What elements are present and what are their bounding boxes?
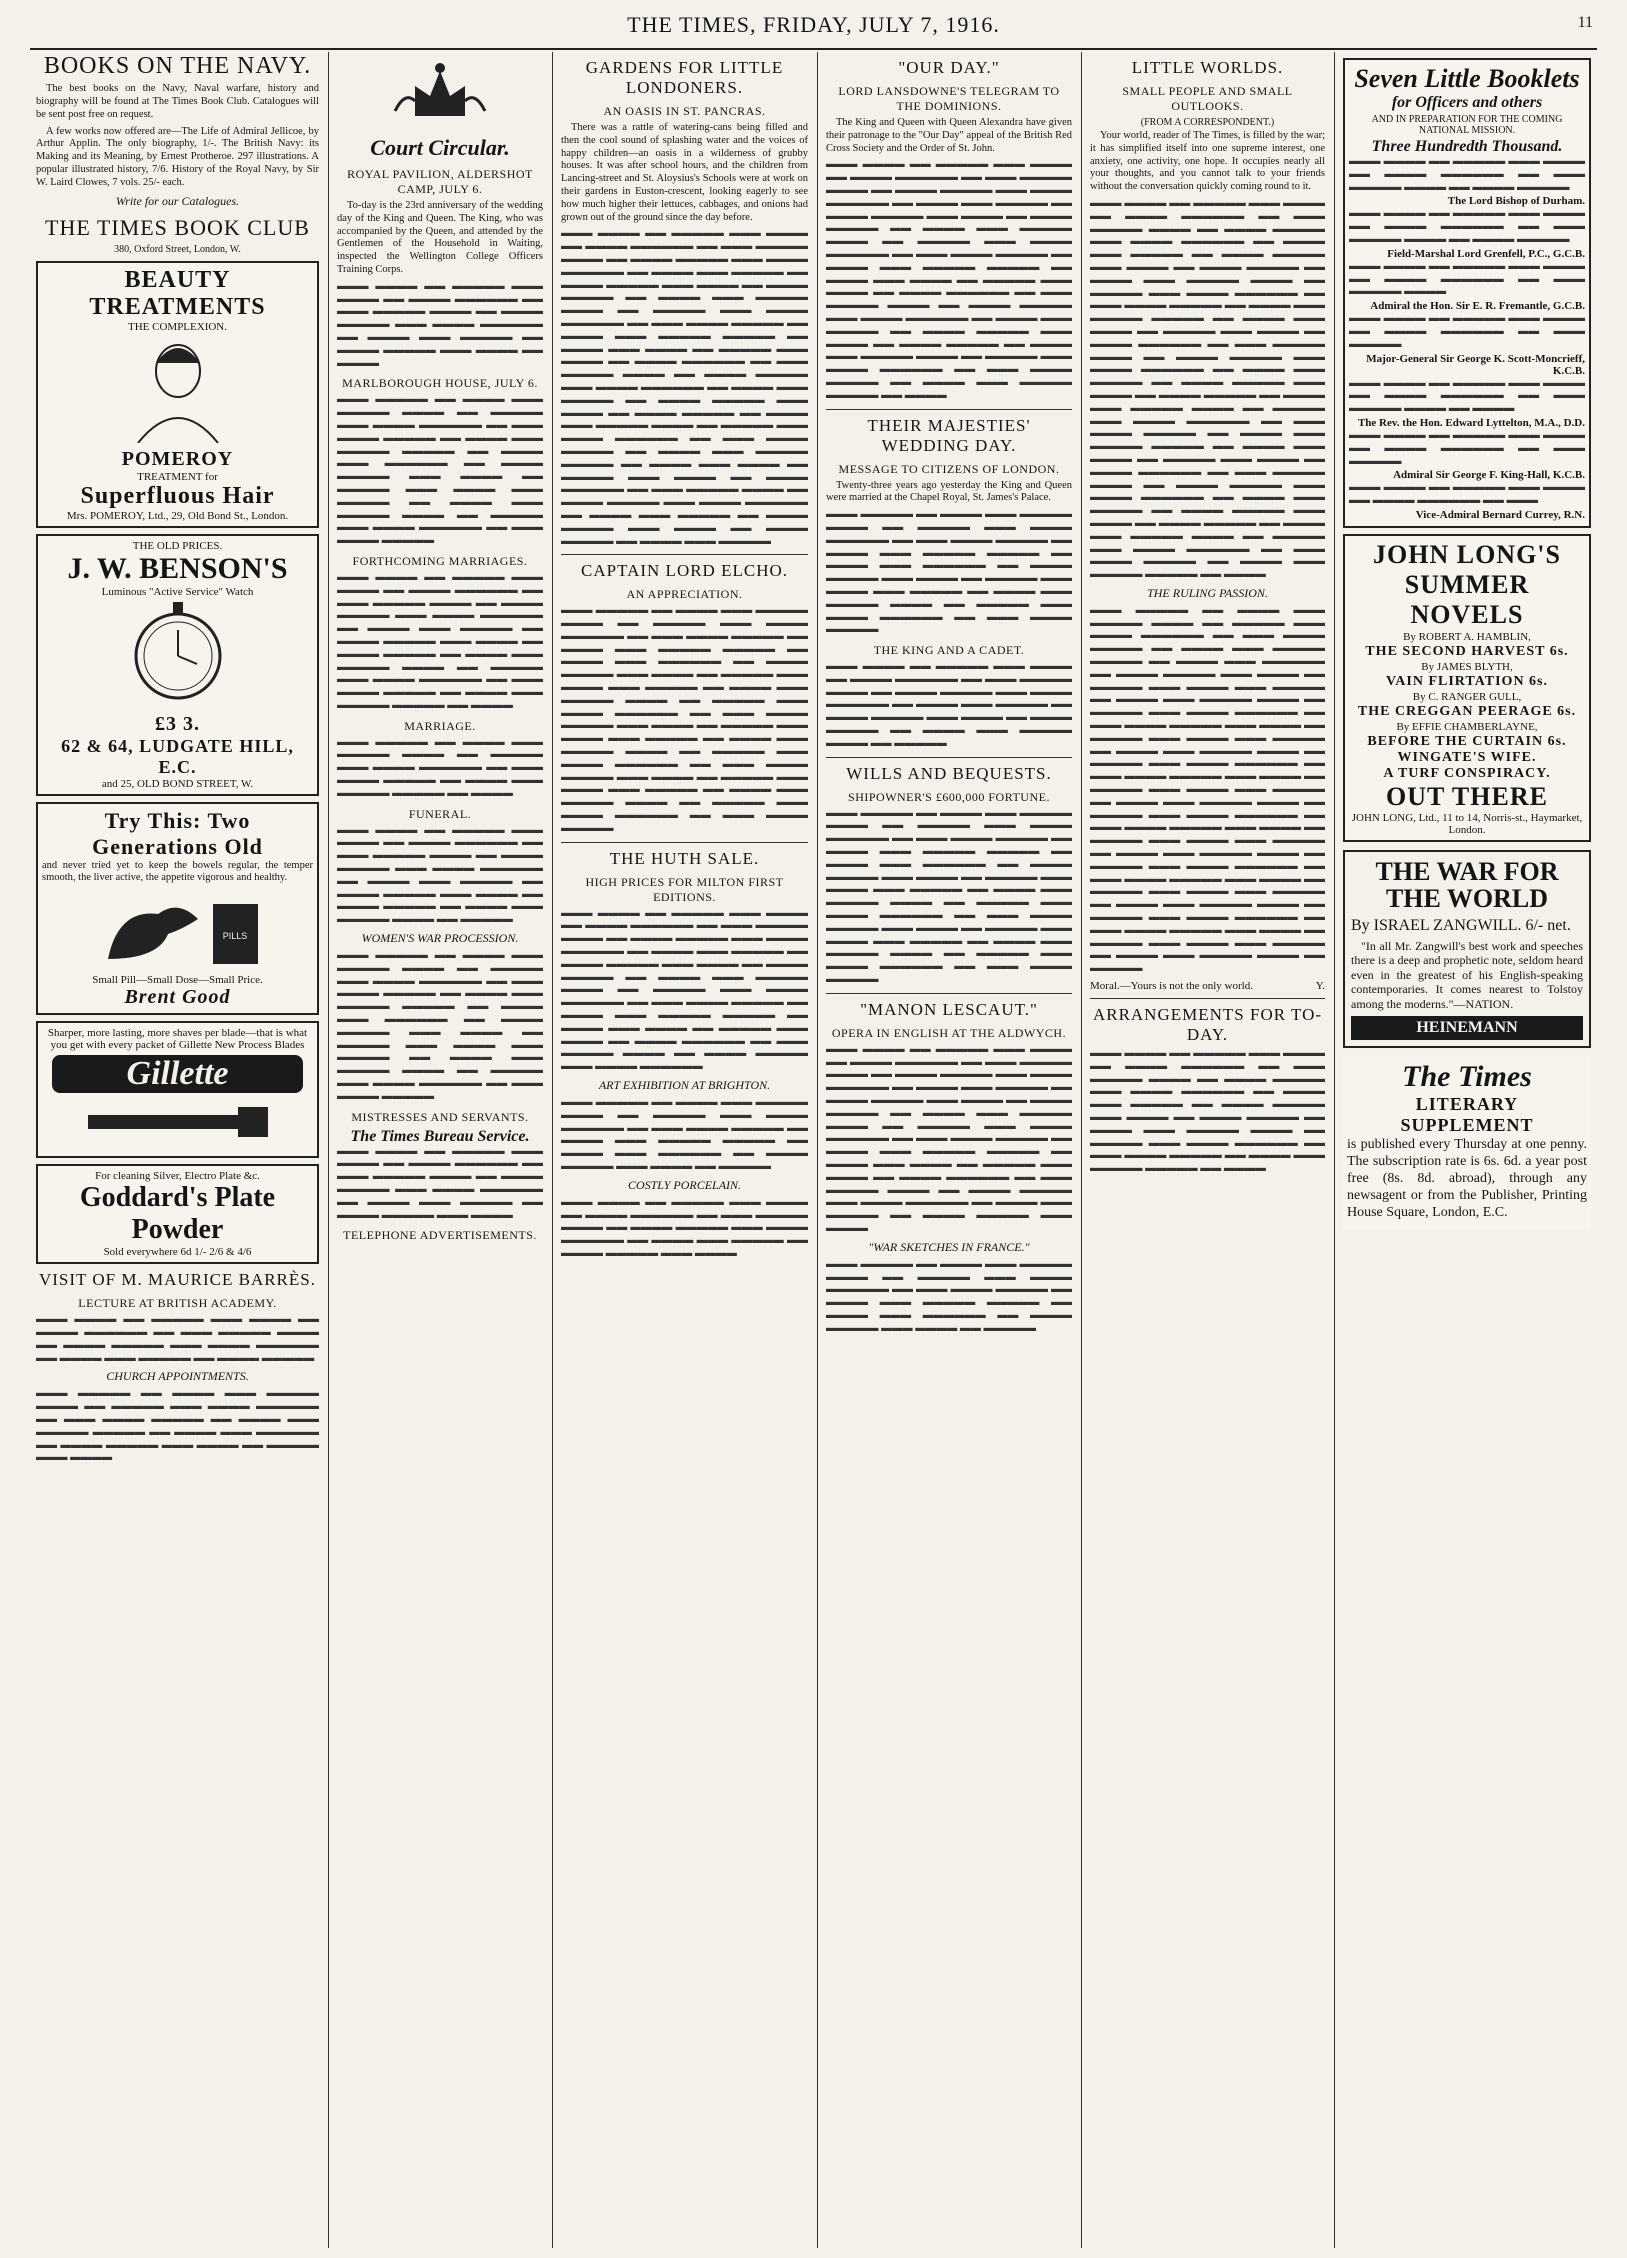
huth-sub: HIGH PRICES FOR MILTON FIRST EDITIONS. — [585, 874, 784, 904]
novel-author: By ROBERT A. HAMBLIN, — [1403, 630, 1531, 643]
court-circular-title: Court Circular. — [370, 135, 510, 160]
carters-ad — [36, 802, 319, 1016]
seven-quote-3: ▬▬▬ ▬▬▬▬ ▬▬ ▬▬▬▬▬ ▬▬▬ ▬▬▬▬ ▬▬ ▬▬▬▬ ▬▬▬▬▬▬ ▬▬ ▬▬▬ ▬▬▬▬▬ ▬▬▬▬ — [1349, 260, 1585, 298]
turf-conspiracy: A TURF CONSPIRACY. — [1383, 765, 1551, 781]
long-sub: SUMMER NOVELS — [1404, 569, 1530, 629]
carters-heading: Try This: Two Generations Old — [92, 807, 263, 859]
divider — [561, 842, 808, 843]
column-3 — [555, 52, 814, 2248]
huth-body: ▬▬▬ ▬▬▬▬ ▬▬ ▬▬▬▬▬ ▬▬▬ ▬▬▬▬ ▬▬ ▬▬▬▬ ▬▬▬▬▬▬ ▬▬ ▬▬▬ ▬▬▬▬▬ ▬▬▬▬ ▬▬ ▬▬▬▬ ▬▬▬▬▬ ▬▬▬ ▬▬▬▬ ▬▬▬▬▬▬ ▬▬ ▬▬▬▬ ▬▬▬ ▬▬▬▬▬ ▬▬ ▬▬▬▬ ▬▬▬▬▬ ▬▬▬ ▬▬▬▬ ▬▬ ▬▬▬▬ ▬▬▬▬▬ ▬▬ ▬▬▬▬ ▬▬▬ ▬▬▬▬▬ ▬▬▬▬ ▬▬ ▬▬▬▬▬ ▬▬▬ ▬▬▬▬ ▬▬▬▬▬▬ ▬▬ ▬▬▬ ▬▬▬▬ ▬▬▬▬▬ ▬▬ ▬▬▬▬ ▬▬▬ ▬▬▬▬▬ ▬▬▬▬▬ ▬▬ ▬▬▬▬ ▬▬▬ ▬▬▬▬ ▬▬ ▬▬▬▬▬ ▬▬▬ ▬▬▬▬ ▬▬ ▬▬▬▬ ▬▬▬▬▬▬ ▬▬ ▬▬▬ ▬▬▬▬▬ ▬▬▬▬ ▬▬ ▬▬▬▬ ▬▬▬▬▬ ▬▬▬ ▬▬▬▬ ▬▬▬▬▬▬ — [561, 907, 808, 1073]
column-4 — [820, 52, 1078, 2248]
endorser-6: Admiral Sir George F. King-Hall, K.C.B. — [1393, 469, 1585, 482]
seven-publication: AND IN PREPARATION FOR THE COMING NATIONAL MISSION. — [1371, 114, 1563, 136]
war-title: THE WAR FOR THE WORLD — [1375, 856, 1559, 914]
book-club-address: 380, Oxford Street, London, W. — [114, 243, 241, 255]
benson-price: £3 3. — [155, 712, 200, 735]
wedding-body: ▬▬▬ ▬▬▬▬▬ ▬▬ ▬▬▬▬ ▬▬▬ ▬▬▬▬▬ ▬▬▬▬ ▬▬ ▬▬▬▬▬ ▬▬▬ ▬▬▬▬ ▬▬▬▬▬▬ ▬▬ ▬▬▬ ▬▬▬▬ ▬▬▬▬▬ ▬▬ ▬▬▬▬ ▬▬▬ ▬▬▬▬▬ ▬▬▬▬▬ ▬▬ ▬▬▬▬ ▬▬▬ ▬▬▬▬▬▬ ▬▬ ▬▬▬▬ ▬▬▬▬▬ ▬▬▬ ▬▬▬▬ ▬▬ ▬▬▬▬▬ ▬▬▬ ▬▬▬▬ ▬▬▬ ▬▬▬▬▬ ▬▬ ▬▬▬▬ ▬▬▬ ▬▬▬▬▬ ▬▬▬▬ ▬▬ ▬▬▬▬▬ ▬▬▬ ▬▬▬▬ ▬▬▬▬▬▬ ▬▬ ▬▬▬ ▬▬▬▬ ▬▬▬▬▬ — [826, 509, 1072, 636]
worlds-correspondent: (FROM A CORRESPONDENT.) — [1140, 117, 1275, 128]
goddard-top: For cleaning Silver, Electro Plate &c. — [95, 1170, 260, 1183]
column-rule — [1334, 52, 1335, 2248]
pomeroy-sub: TREATMENT for — [137, 470, 218, 483]
pomeroy-name: POMEROY — [121, 447, 234, 470]
ruling-passion-body: ▬▬▬ ▬▬▬▬▬ ▬▬ ▬▬▬▬ ▬▬▬ ▬▬▬▬▬ ▬▬▬▬ ▬▬ ▬▬▬▬▬ ▬▬▬ ▬▬▬▬ ▬▬▬▬▬▬ ▬▬ ▬▬▬ ▬▬▬▬ ▬▬▬▬▬ ▬▬ ▬▬▬▬ ▬▬▬ ▬▬▬▬▬ ▬▬▬▬▬ ▬▬ ▬▬▬▬ ▬▬▬ ▬▬▬▬▬▬ ▬▬ ▬▬▬▬ ▬▬▬▬▬ ▬▬▬ ▬▬▬▬ ▬▬ ▬▬▬▬▬ ▬▬▬ ▬▬▬▬ ▬▬▬ ▬▬▬▬▬ ▬▬ ▬▬▬▬ ▬▬▬ ▬▬▬▬▬ ▬▬▬▬ ▬▬ ▬▬▬▬▬ ▬▬▬ ▬▬▬▬ ▬▬▬▬▬▬ ▬▬ ▬▬▬ ▬▬▬▬ ▬▬▬▬▬ ▬▬▬ ▬▬▬▬ ▬▬ ▬▬▬▬▬ ▬▬▬ ▬▬▬▬ ▬▬▬ ▬▬▬▬▬ ▬▬ ▬▬▬▬ ▬▬▬ ▬▬▬▬▬ ▬▬▬▬ ▬▬ ▬▬▬▬▬ ▬▬▬ ▬▬▬▬ ▬▬▬▬▬▬ ▬▬ ▬▬▬ ▬▬▬▬ ▬▬▬▬▬ ▬▬▬ ▬▬▬▬ ▬▬ ▬▬▬▬▬ ▬▬▬ ▬▬▬▬ ▬▬▬ ▬▬▬▬▬ ▬▬ ▬▬▬▬ ▬▬▬ ▬▬▬▬▬ ▬▬▬▬ ▬▬ ▬▬▬▬▬ ▬▬▬ ▬▬▬▬ ▬▬▬▬▬▬ ▬▬ ▬▬▬ ▬▬▬▬ ▬▬▬▬▬ ▬▬▬ ▬▬▬▬ ▬▬ ▬▬▬▬▬ ▬▬▬ ▬▬▬▬ ▬▬▬ ▬▬▬▬▬ ▬▬ ▬▬▬▬ ▬▬▬ ▬▬▬▬▬ ▬▬▬▬ ▬▬ ▬▬▬▬▬ ▬▬▬ ▬▬▬▬ ▬▬▬▬▬▬ ▬▬ ▬▬▬ ▬▬▬▬ ▬▬▬▬▬ ▬▬▬ ▬▬▬▬ ▬▬ ▬▬▬▬▬ ▬▬▬ ▬▬▬▬ ▬▬▬ ▬▬▬▬▬ ▬▬ ▬▬▬▬ ▬▬▬ ▬▬▬▬▬ ▬▬▬▬ ▬▬ ▬▬▬▬▬ ▬▬▬ ▬▬▬▬ ▬▬▬▬▬▬ ▬▬ ▬▬▬ ▬▬▬▬ ▬▬▬▬▬ ▬▬▬ ▬▬▬▬ ▬▬ ▬▬▬▬▬ ▬▬▬ ▬▬▬▬ ▬▬▬ ▬▬▬▬▬ ▬▬ ▬▬▬▬ ▬▬▬ ▬▬▬▬▬ ▬▬▬▬ ▬▬ ▬▬▬▬▬ — [1090, 604, 1325, 975]
wedding-title: THEIR MAJESTIES' WEDDING DAY. — [867, 415, 1031, 455]
endorser-7: Vice-Admiral Bernard Currey, R.N. — [1415, 508, 1585, 521]
novel-author: By JAMES BLYTH, — [1421, 660, 1513, 673]
war-quote: "In all Mr. Zangwill's best work and speeches there is a deep and prophetic note, seldom heard even in the greatest of his English-speaking contemporaries. It comes nearest to Tolstoy among the moderns."—NATION. — [1351, 938, 1583, 1012]
benson-address: 62 & 64, LUDGATE HILL, E.C. — [61, 735, 294, 777]
gillette-logo: Gillette — [52, 1055, 303, 1093]
novel-title: THE CREGGAN PEERAGE 6s. — [1357, 703, 1577, 719]
long-name: JOHN LONG'S — [1373, 539, 1561, 569]
column-2 — [331, 52, 549, 2248]
seven-quote-2: ▬▬▬ ▬▬▬▬ ▬▬ ▬▬▬▬▬ ▬▬▬ ▬▬▬▬ ▬▬ ▬▬▬▬ ▬▬▬▬▬▬ ▬▬ ▬▬▬ ▬▬▬▬▬ ▬▬▬▬ ▬▬ ▬▬▬▬ ▬▬▬▬▬ — [1349, 208, 1585, 245]
lit-sub: LITERARY SUPPLEMENT — [1400, 1093, 1534, 1135]
thousand-heading: Three Hundredth Thousand. — [1371, 138, 1563, 155]
forthcoming-heading: FORTHCOMING MARRIAGES. — [352, 553, 528, 568]
svg-text:PILLS: PILLS — [222, 931, 247, 942]
pomeroy-ad — [36, 261, 319, 528]
beauty-heading: BEAUTY TREATMENTS — [89, 266, 266, 320]
marlborough-heading: MARLBOROUGH HOUSE, JULY 6. — [342, 376, 538, 391]
barres-title: VISIT OF M. MAURICE BARRÈS. — [38, 1270, 316, 1290]
manon-body: ▬▬▬ ▬▬▬▬ ▬▬ ▬▬▬▬▬ ▬▬▬ ▬▬▬▬ ▬▬ ▬▬▬▬ ▬▬▬▬▬▬ ▬▬ ▬▬▬ ▬▬▬▬▬ ▬▬▬▬ ▬▬ ▬▬▬▬ ▬▬▬▬▬ ▬▬▬ ▬▬▬▬ ▬▬▬▬▬▬ ▬▬ ▬▬▬▬ ▬▬▬ ▬▬▬▬▬ ▬▬ ▬▬▬▬ ▬▬▬▬▬ ▬▬▬ ▬▬▬▬ ▬▬ ▬▬▬▬ ▬▬▬▬▬ ▬▬ ▬▬▬▬ ▬▬▬ ▬▬▬▬▬ ▬▬▬▬ ▬▬ ▬▬▬▬▬ ▬▬▬ ▬▬▬▬ ▬▬▬▬▬▬ ▬▬ ▬▬▬ ▬▬▬▬ ▬▬▬▬▬ ▬▬ ▬▬▬▬ ▬▬▬ ▬▬▬▬▬ ▬▬▬▬▬ ▬▬ ▬▬▬▬ ▬▬▬ ▬▬▬▬ ▬▬ ▬▬▬▬▬ ▬▬▬ ▬▬▬▬ ▬▬ ▬▬▬▬ ▬▬▬▬▬▬ ▬▬ ▬▬▬ ▬▬▬▬▬ ▬▬▬▬ ▬▬ ▬▬▬▬ ▬▬▬▬▬ ▬▬▬ ▬▬▬▬ ▬▬▬▬▬▬ ▬▬ ▬▬▬▬ ▬▬▬ ▬▬▬▬▬ ▬▬ ▬▬▬▬ ▬▬▬▬▬ ▬▬▬ ▬▬▬▬ — [826, 1043, 1072, 1234]
worlds-title: LITTLE WORLDS. — [1131, 58, 1284, 77]
superfluous-hair: Superfluous Hair — [80, 482, 275, 509]
art-title: ART EXHIBITION AT BRIGHTON. — [598, 1078, 771, 1092]
ourday-sub: LORD LANSDOWNE'S TELEGRAM TO THE DOMINIONS. — [838, 84, 1060, 113]
gillette-text: Sharper, more lasting, more shaves per blade—that is what you get with every packet of Gillette New Process Blades — [47, 1027, 308, 1052]
ruling-passion-heading: THE RULING PASSION. — [1147, 585, 1268, 600]
pavilion-more: ▬▬▬ ▬▬▬▬ ▬▬ ▬▬▬▬▬ ▬▬▬ ▬▬▬▬ ▬▬ ▬▬▬▬ ▬▬▬▬▬▬ ▬▬ ▬▬▬ ▬▬▬▬▬ ▬▬▬▬ ▬▬ ▬▬▬▬ ▬▬▬▬▬ ▬▬▬ ▬▬▬▬ ▬▬▬▬▬▬ ▬▬ ▬▬▬▬ ▬▬▬ ▬▬▬▬▬ ▬▬ ▬▬▬▬ ▬▬▬▬▬ ▬▬▬ ▬▬▬▬ ▬▬ ▬▬▬▬ — [337, 280, 543, 369]
carters-text: and never tried yet to keep the bowels regular, the temper smooth, the liver active, the appetite vigorous and healthy. — [42, 859, 313, 884]
novel-title: BEFORE THE CURTAIN 6s. — [1367, 733, 1567, 749]
war-for-world-ad — [1343, 850, 1591, 1048]
novel-title: THE SECOND HARVEST 6s. — [1365, 643, 1569, 659]
lit-title: The Times — [1402, 1059, 1532, 1093]
mistresses-heading: MISTRESSES AND SERVANTS. — [351, 1109, 529, 1124]
womens-war-heading: WOMEN'S WAR PROCESSION. — [361, 931, 519, 946]
porcelain-body: ▬▬▬ ▬▬▬▬ ▬▬ ▬▬▬▬▬ ▬▬▬ ▬▬▬▬ ▬▬ ▬▬▬▬ ▬▬▬▬▬▬ ▬▬ ▬▬▬ ▬▬▬▬▬ ▬▬▬▬ ▬▬ ▬▬▬▬ ▬▬▬▬▬ ▬▬▬ ▬▬▬▬ ▬▬▬▬▬▬ ▬▬ ▬▬▬▬ ▬▬▬ ▬▬▬▬▬ ▬▬ ▬▬▬▬ ▬▬▬▬▬ ▬▬▬ ▬▬▬▬ — [561, 1196, 808, 1259]
signoff-initial: Y. — [1315, 980, 1325, 992]
novel-author: By C. RANGER GULL, — [1412, 690, 1522, 703]
masthead — [30, 8, 1597, 50]
column-rule — [817, 52, 818, 2248]
divider — [826, 757, 1072, 758]
war-author: By ISRAEL ZANGWILL. 6/- net. — [1351, 916, 1571, 934]
razor-icon — [78, 1097, 278, 1147]
bureau-body: ▬▬▬ ▬▬▬▬ ▬▬ ▬▬▬▬▬ ▬▬▬ ▬▬▬▬ ▬▬ ▬▬▬▬ ▬▬▬▬▬▬ ▬▬ ▬▬▬ ▬▬▬▬▬ ▬▬▬▬ ▬▬ ▬▬▬▬ ▬▬▬▬▬ ▬▬▬ ▬▬▬▬ ▬▬▬▬▬▬ ▬▬ ▬▬▬▬ ▬▬▬ ▬▬▬▬▬ ▬▬ ▬▬▬▬ ▬▬▬▬▬ ▬▬▬ ▬▬▬▬ — [337, 1145, 543, 1221]
bureau-heading: The Times Bureau Service. — [350, 1127, 530, 1145]
funeral-body: ▬▬▬ ▬▬▬▬ ▬▬ ▬▬▬▬▬ ▬▬▬ ▬▬▬▬ ▬▬ ▬▬▬▬ ▬▬▬▬▬▬ ▬▬ ▬▬▬ ▬▬▬▬▬ ▬▬▬▬ ▬▬ ▬▬▬▬ ▬▬▬▬▬ ▬▬▬ ▬▬▬▬ ▬▬▬▬▬▬ ▬▬ ▬▬▬▬ ▬▬▬ ▬▬▬▬▬ ▬▬ ▬▬▬▬ ▬▬▬▬▬ ▬▬▬ ▬▬▬▬ ▬▬ ▬▬▬▬ ▬▬▬▬▬ ▬▬ ▬▬▬▬ ▬▬▬ ▬▬▬▬▬ ▬▬▬▬ ▬▬ ▬▬▬▬▬ — [337, 824, 543, 926]
woman-portrait-icon — [118, 333, 238, 443]
church-title: CHURCH APPOINTMENTS. — [106, 1369, 249, 1384]
art-body: ▬▬▬ ▬▬▬▬▬ ▬▬ ▬▬▬▬ ▬▬▬ ▬▬▬▬▬ ▬▬▬▬ ▬▬ ▬▬▬▬▬ ▬▬▬ ▬▬▬▬ ▬▬▬▬▬▬ ▬▬ ▬▬▬ ▬▬▬▬ ▬▬▬▬▬ ▬▬ ▬▬▬▬ ▬▬▬ ▬▬▬▬▬ ▬▬▬▬▬ ▬▬ ▬▬▬▬ ▬▬▬ ▬▬▬▬▬▬ ▬▬ ▬▬▬▬ ▬▬▬▬▬ ▬▬▬ ▬▬▬▬ ▬▬ ▬▬▬▬▬ — [561, 1097, 808, 1172]
book-club-name: THE TIMES BOOK CLUB — [45, 214, 310, 240]
signoff-row — [1090, 980, 1325, 992]
gardens-sub: AN OASIS IN ST. PANCRAS. — [603, 104, 766, 118]
carters-pills: Small Pill—Small Dose—Small Price. — [92, 974, 263, 987]
benson-ad — [36, 534, 319, 796]
royal-crest-icon — [337, 56, 543, 131]
divider — [561, 554, 808, 555]
books-write: Write for our Catalogues. — [115, 193, 240, 208]
funeral-heading: FUNERAL. — [408, 806, 472, 821]
worlds-sub: SMALL PEOPLE AND SMALL OUTLOOKS. — [1122, 84, 1293, 113]
seven-quote-1: ▬▬▬ ▬▬▬▬ ▬▬ ▬▬▬▬▬ ▬▬▬ ▬▬▬▬ ▬▬ ▬▬▬▬ ▬▬▬▬▬▬ ▬▬ ▬▬▬ ▬▬▬▬▬ ▬▬▬▬ ▬▬ ▬▬▬▬ ▬▬▬▬▬ — [1349, 156, 1585, 193]
long-address: JOHN LONG, Ltd., 11 to 14, Norris-st., Haymarket, London. — [1351, 811, 1583, 836]
elcho-title: CAPTAIN LORD ELCHO. — [581, 561, 788, 581]
divider — [826, 409, 1072, 410]
endorser-3: Admiral the Hon. Sir E. R. Fremantle, G.C.B. — [1370, 300, 1585, 313]
goddard-name: Goddard's Plate Powder — [79, 1182, 276, 1246]
novel-title: VAIN FLIRTATION 6s. — [1385, 673, 1549, 689]
carters-brand: Brent Good — [124, 986, 231, 1009]
column-rule — [1081, 52, 1082, 2248]
church-body: ▬▬▬ ▬▬▬▬▬ ▬▬ ▬▬▬▬ ▬▬▬ ▬▬▬▬▬ ▬▬▬▬ ▬▬ ▬▬▬▬▬ ▬▬▬ ▬▬▬▬ ▬▬▬▬▬▬ ▬▬ ▬▬▬ ▬▬▬▬ ▬▬▬▬▬ ▬▬ ▬▬▬▬ ▬▬▬ ▬▬▬▬▬ ▬▬▬▬▬ ▬▬ ▬▬▬▬ ▬▬▬ ▬▬▬▬▬▬ ▬▬ ▬▬▬▬ ▬▬▬▬▬ ▬▬▬ ▬▬▬▬ ▬▬ ▬▬▬▬▬ ▬▬▬ ▬▬▬▬ — [36, 1388, 319, 1464]
telephone-heading: TELEPHONE ADVERTISEMENTS. — [343, 1228, 537, 1243]
wills-body: ▬▬▬ ▬▬▬▬▬ ▬▬ ▬▬▬▬ ▬▬▬ ▬▬▬▬▬ ▬▬▬▬ ▬▬ ▬▬▬▬▬ ▬▬▬ ▬▬▬▬ ▬▬▬▬▬▬ ▬▬ ▬▬▬ ▬▬▬▬ ▬▬▬▬▬ ▬▬ ▬▬▬▬ ▬▬▬ ▬▬▬▬▬ ▬▬▬▬▬ ▬▬ ▬▬▬▬ ▬▬▬ ▬▬▬▬▬▬ ▬▬ ▬▬▬▬ ▬▬▬▬▬ ▬▬▬ ▬▬▬▬ ▬▬ ▬▬▬▬▬ ▬▬▬ ▬▬▬▬ ▬▬▬ ▬▬▬▬▬ ▬▬ ▬▬▬▬ ▬▬▬ ▬▬▬▬▬ ▬▬▬▬ ▬▬ ▬▬▬▬▬ ▬▬▬ ▬▬▬▬ ▬▬▬▬▬▬ ▬▬ ▬▬▬ ▬▬▬▬ ▬▬▬▬▬ ▬▬▬ ▬▬▬▬ ▬▬ ▬▬▬▬▬ ▬▬▬ ▬▬▬▬ ▬▬▬ ▬▬▬▬▬ ▬▬ ▬▬▬▬ ▬▬▬ ▬▬▬▬▬ ▬▬▬▬ ▬▬ ▬▬▬▬▬ ▬▬▬ ▬▬▬▬ ▬▬▬▬▬▬ ▬▬ ▬▬▬ ▬▬▬▬ ▬▬▬▬▬ — [826, 807, 1072, 986]
forthcoming-body: ▬▬▬ ▬▬▬▬ ▬▬ ▬▬▬▬▬ ▬▬▬ ▬▬▬▬ ▬▬ ▬▬▬▬ ▬▬▬▬▬▬ ▬▬ ▬▬▬ ▬▬▬▬▬ ▬▬▬▬ ▬▬ ▬▬▬▬ ▬▬▬▬▬ ▬▬▬ ▬▬▬▬ ▬▬▬▬▬▬ ▬▬ ▬▬▬▬ ▬▬▬ ▬▬▬▬▬ ▬▬ ▬▬▬▬ ▬▬▬▬▬ ▬▬▬ ▬▬▬▬ ▬▬ ▬▬▬▬ ▬▬▬▬▬ ▬▬ ▬▬▬▬ ▬▬▬ ▬▬▬▬▬ ▬▬▬▬ ▬▬ ▬▬▬▬▬ ▬▬▬ ▬▬▬▬ ▬▬▬▬▬▬ ▬▬ ▬▬▬ ▬▬▬▬ ▬▬▬▬▬ ▬▬ ▬▬▬▬ ▬▬▬ ▬▬▬▬▬ ▬▬▬▬▬ ▬▬ ▬▬▬▬ — [337, 571, 543, 711]
elcho-sub: AN APPRECIATION. — [626, 587, 743, 602]
page-number: 11 — [1577, 14, 1593, 31]
arrangements-title: ARRANGEMENTS FOR TO-DAY. — [1092, 1005, 1323, 1044]
beauty-sub: THE COMPLEXION. — [128, 320, 227, 333]
column-6 — [1337, 52, 1597, 2248]
barres-sub: LECTURE AT BRITISH ACADEMY. — [78, 1296, 277, 1311]
worlds-text: Your world, reader of The Times, is filled by the war; it has simplified itself into one supreme interest, one anxiety, one activity, one hope. It occupies nearly all your thoughts, and you cannot talk to your friends without the conversation quickly coming round to it. — [1090, 130, 1325, 193]
pomeroy-address: Mrs. POMEROY, Ltd., 29, Old Bond St., London. — [66, 509, 289, 522]
out-there: OUT THERE — [1386, 781, 1548, 811]
endorser-2: Field-Marshal Lord Grenfell, P.C., G.C.B. — [1387, 247, 1585, 260]
benson-tag: Luminous "Active Service" Watch — [101, 585, 254, 598]
gillette-ad — [36, 1021, 319, 1158]
john-long-ad — [1343, 534, 1591, 842]
books-title: BOOKS ON THE NAVY. — [43, 53, 312, 79]
worlds-body: ▬▬▬ ▬▬▬▬ ▬▬ ▬▬▬▬▬ ▬▬▬ ▬▬▬▬ ▬▬ ▬▬▬▬ ▬▬▬▬▬▬ ▬▬ ▬▬▬ ▬▬▬▬▬ ▬▬▬▬ ▬▬ ▬▬▬▬ ▬▬▬▬▬ ▬▬▬ ▬▬▬▬ ▬▬▬▬▬▬ ▬▬ ▬▬▬▬ ▬▬▬ ▬▬▬▬▬ ▬▬ ▬▬▬▬ ▬▬▬▬▬ ▬▬▬ ▬▬▬▬ ▬▬ ▬▬▬▬ ▬▬▬▬▬ ▬▬ ▬▬▬▬ ▬▬▬ ▬▬▬▬▬ ▬▬▬▬ ▬▬ ▬▬▬▬▬ ▬▬▬ ▬▬▬▬ ▬▬▬▬▬▬ ▬▬ ▬▬▬ ▬▬▬▬ ▬▬▬▬▬ ▬▬ ▬▬▬▬ ▬▬▬ ▬▬▬▬▬ ▬▬▬▬▬ ▬▬ ▬▬▬▬ ▬▬▬ ▬▬▬▬ ▬▬ ▬▬▬▬▬ ▬▬▬ ▬▬▬▬ ▬▬ ▬▬▬▬ ▬▬▬▬▬▬ ▬▬ ▬▬▬ ▬▬▬▬▬ ▬▬▬▬ ▬▬ ▬▬▬▬ ▬▬▬▬▬ ▬▬▬ ▬▬▬▬ ▬▬▬▬▬▬ ▬▬ ▬▬▬▬ ▬▬▬ ▬▬▬▬▬ ▬▬ ▬▬▬▬ ▬▬▬▬▬ ▬▬▬ ▬▬▬▬ ▬▬ ▬▬▬▬ ▬▬▬▬▬ ▬▬ ▬▬▬▬ ▬▬▬ ▬▬▬▬▬ ▬▬▬▬ ▬▬ ▬▬▬▬▬ ▬▬▬ ▬▬▬▬ ▬▬▬▬▬▬ ▬▬ ▬▬▬ ▬▬▬▬ ▬▬▬▬▬ ▬▬ ▬▬▬▬ ▬▬▬ ▬▬▬▬▬ ▬▬▬▬▬ ▬▬ ▬▬▬▬ ▬▬▬ ▬▬▬▬ ▬▬ ▬▬▬▬▬ ▬▬▬ ▬▬▬▬ ▬▬ ▬▬▬▬ ▬▬▬▬▬▬ ▬▬ ▬▬▬ ▬▬▬▬▬ ▬▬▬▬ ▬▬ ▬▬▬▬ ▬▬▬▬▬ ▬▬▬ ▬▬▬▬ ▬▬▬▬▬▬ ▬▬ ▬▬▬▬ ▬▬▬ ▬▬▬▬▬ ▬▬ ▬▬▬▬ ▬▬▬▬▬ ▬▬▬ ▬▬▬▬ ▬▬ ▬▬▬▬ ▬▬▬▬▬ ▬▬ ▬▬▬▬ ▬▬▬ ▬▬▬▬▬ ▬▬▬▬ ▬▬ ▬▬▬▬▬ ▬▬▬ ▬▬▬▬ ▬▬▬▬▬▬ ▬▬ ▬▬▬ ▬▬▬▬ ▬▬▬▬▬ ▬▬ ▬▬▬▬ ▬▬▬ ▬▬▬▬▬ ▬▬▬▬▬ ▬▬ ▬▬▬▬ — [1090, 197, 1325, 581]
marlborough-body: ▬▬▬ ▬▬▬▬▬ ▬▬ ▬▬▬▬ ▬▬▬ ▬▬▬▬▬ ▬▬▬▬ ▬▬ ▬▬▬▬▬ ▬▬▬ ▬▬▬▬ ▬▬▬▬▬▬ ▬▬ ▬▬▬ ▬▬▬▬ ▬▬▬▬▬ ▬▬ ▬▬▬▬ ▬▬▬ ▬▬▬▬▬ ▬▬▬▬▬ ▬▬ ▬▬▬▬ ▬▬▬ ▬▬▬▬▬▬ ▬▬ ▬▬▬▬ ▬▬▬▬▬ ▬▬▬ ▬▬▬▬ ▬▬ ▬▬▬▬▬ ▬▬▬ ▬▬▬▬ ▬▬▬ ▬▬▬▬▬ ▬▬ ▬▬▬▬ ▬▬▬ ▬▬▬▬▬ ▬▬▬▬ ▬▬ ▬▬▬▬▬ ▬▬▬ ▬▬▬▬ ▬▬▬▬▬▬ ▬▬ ▬▬▬ ▬▬▬▬ ▬▬▬▬▬ — [337, 394, 543, 547]
gardens-text: There was a rattle of watering-cans being filled and then the cool sound of splashing water and the voices of happy children—an oasis in a wilderness of grubby houses. It was after school hours, and the children from Lancing-street and St. Aloysius's Schools were at work on their gardens in Euston-crescent, looking eagerly to see how much higher their lettuces, cabbages, and onions had grown out of the ground since the day before. — [561, 122, 808, 223]
seven-quote-5: ▬▬▬ ▬▬▬▬ ▬▬ ▬▬▬▬▬ ▬▬▬ ▬▬▬▬ ▬▬ ▬▬▬▬ ▬▬▬▬▬▬ ▬▬ ▬▬▬ ▬▬▬▬▬ ▬▬▬▬ ▬▬ ▬▬▬▬ — [1349, 377, 1585, 415]
barres-body: ▬▬▬ ▬▬▬▬ ▬▬ ▬▬▬▬▬ ▬▬▬ ▬▬▬▬ ▬▬ ▬▬▬▬ ▬▬▬▬▬▬ ▬▬ ▬▬▬ ▬▬▬▬▬ ▬▬▬▬ ▬▬ ▬▬▬▬ ▬▬▬▬▬ ▬▬▬ ▬▬▬▬ ▬▬▬▬▬▬ ▬▬ ▬▬▬▬ ▬▬▬ ▬▬▬▬▬ ▬▬ ▬▬▬▬ ▬▬▬▬▬ — [36, 1314, 319, 1364]
marriage-body: ▬▬▬ ▬▬▬▬▬ ▬▬ ▬▬▬▬ ▬▬▬ ▬▬▬▬▬ ▬▬▬▬ ▬▬ ▬▬▬▬▬ ▬▬▬ ▬▬▬▬ ▬▬▬▬▬▬ ▬▬ ▬▬▬ ▬▬▬▬ ▬▬▬▬▬ ▬▬ ▬▬▬▬ ▬▬▬ ▬▬▬▬▬ ▬▬▬▬▬ ▬▬ ▬▬▬▬ — [337, 736, 543, 799]
arrangements-body: ▬▬▬ ▬▬▬▬ ▬▬ ▬▬▬▬▬ ▬▬▬ ▬▬▬▬ ▬▬ ▬▬▬▬ ▬▬▬▬▬▬ ▬▬ ▬▬▬ ▬▬▬▬▬ ▬▬▬▬ ▬▬ ▬▬▬▬ ▬▬▬▬▬ ▬▬▬ ▬▬▬▬ ▬▬▬▬▬▬ ▬▬ ▬▬▬▬ ▬▬▬ ▬▬▬▬▬ ▬▬ ▬▬▬▬ ▬▬▬▬▬ ▬▬▬ ▬▬▬▬ ▬▬ ▬▬▬▬ ▬▬▬▬▬ ▬▬ ▬▬▬▬ ▬▬▬ ▬▬▬▬▬ ▬▬▬▬ ▬▬ ▬▬▬▬▬ ▬▬▬ ▬▬▬▬ ▬▬▬▬▬▬ ▬▬ ▬▬▬ ▬▬▬▬ ▬▬▬▬▬ ▬▬ ▬▬▬▬ ▬▬▬ ▬▬▬▬▬ ▬▬▬▬▬ ▬▬ ▬▬▬▬ — [1090, 1048, 1325, 1175]
porcelain-title: COSTLY PORCELAIN. — [627, 1177, 742, 1192]
watch-icon — [123, 598, 233, 708]
goddard-sub: Sold everywhere 6d 1/- 2/6 & 4/6 — [103, 1246, 252, 1259]
column-1 — [30, 52, 325, 2248]
cadet-title: THE KING AND A CADET. — [873, 643, 1025, 658]
books-list: A few works now offered are—The Life of Admiral Jellicoe, by Arthur Applin. The only biography, 1/-. The British Navy: its Making and its Meaning, by Ernest Protheroe. 297 illustrations. A popular illustrated history, 7/6. History of the Royal Navy, by Sir W. Laird Clowes, 7 vols. 25/- each. — [36, 125, 319, 188]
column-5 — [1084, 52, 1331, 2248]
wedding-sub: MESSAGE TO CITIZENS OF LONDON. — [838, 461, 1060, 476]
goddard-ad — [36, 1164, 319, 1264]
divider — [1090, 998, 1325, 999]
elcho-body: ▬▬▬ ▬▬▬▬▬ ▬▬ ▬▬▬▬ ▬▬▬ ▬▬▬▬▬ ▬▬▬▬ ▬▬ ▬▬▬▬▬ ▬▬▬ ▬▬▬▬ ▬▬▬▬▬▬ ▬▬ ▬▬▬ ▬▬▬▬ ▬▬▬▬▬ ▬▬ ▬▬▬▬ ▬▬▬ ▬▬▬▬▬ ▬▬▬▬▬ ▬▬ ▬▬▬▬ ▬▬▬ ▬▬▬▬▬▬ ▬▬ ▬▬▬▬ ▬▬▬▬▬ ▬▬▬ ▬▬▬▬ ▬▬ ▬▬▬▬▬ ▬▬▬ ▬▬▬▬ ▬▬▬ ▬▬▬▬▬ ▬▬ ▬▬▬▬ ▬▬▬ ▬▬▬▬▬ ▬▬▬▬ ▬▬ ▬▬▬▬▬ ▬▬▬ ▬▬▬▬ ▬▬▬▬▬▬ ▬▬ ▬▬▬ ▬▬▬▬ ▬▬▬▬▬ ▬▬▬ ▬▬▬▬ ▬▬ ▬▬▬▬▬ ▬▬▬ ▬▬▬▬ ▬▬▬ ▬▬▬▬▬ ▬▬ ▬▬▬▬ ▬▬▬ ▬▬▬▬▬ ▬▬▬▬ ▬▬ ▬▬▬▬▬ ▬▬▬ ▬▬▬▬ ▬▬▬▬▬▬ ▬▬ ▬▬▬ ▬▬▬▬ ▬▬▬▬▬ ▬▬▬ ▬▬▬▬ ▬▬ ▬▬▬▬▬ ▬▬▬ ▬▬▬▬ ▬▬▬ ▬▬▬▬▬ ▬▬ ▬▬▬▬ ▬▬▬ ▬▬▬▬▬ ▬▬▬▬ ▬▬ ▬▬▬▬▬ ▬▬▬ ▬▬▬▬ ▬▬▬▬▬▬ ▬▬ ▬▬▬ ▬▬▬▬ ▬▬▬▬▬ — [561, 605, 808, 834]
signoff-moral: Moral.—Yours is not the only world. — [1090, 980, 1253, 992]
endorser-4: Major-General Sir George K. Scott-Moncrieff, K.C.B. — [1366, 352, 1585, 377]
seven-quote-7: ▬▬▬ ▬▬▬▬ ▬▬ ▬▬▬▬▬ ▬▬▬ ▬▬▬▬ ▬▬ ▬▬▬▬ ▬▬▬▬▬▬ ▬▬ ▬▬▬ — [1349, 482, 1585, 507]
war-sketches-body: ▬▬▬ ▬▬▬▬▬ ▬▬ ▬▬▬▬ ▬▬▬ ▬▬▬▬▬ ▬▬▬▬ ▬▬ ▬▬▬▬▬ ▬▬▬ ▬▬▬▬ ▬▬▬▬▬▬ ▬▬ ▬▬▬ ▬▬▬▬ ▬▬▬▬▬ ▬▬ ▬▬▬▬ ▬▬▬ ▬▬▬▬▬ ▬▬▬▬▬ ▬▬ ▬▬▬▬ ▬▬▬ ▬▬▬▬▬▬ ▬▬ ▬▬▬▬ ▬▬▬▬▬ ▬▬▬ ▬▬▬▬ ▬▬ ▬▬▬▬▬ — [826, 1258, 1072, 1334]
endorser-1: The Lord Bishop of Durham. — [1447, 195, 1585, 208]
pavilion-text: To-day is the 23rd anniversary of the wedding day of the King and Queen. The King, who was accompanied by the Queen, and attended by the Gentlemen of the Household in Waiting, inspected the Wellington College Officers Training Corps. — [337, 200, 543, 275]
manon-sub: OPERA IN ENGLISH AT THE ALDWYCH. — [831, 1025, 1067, 1040]
endorser-5: The Rev. the Hon. Edward Lyttelton, M.A., D.D. — [1357, 416, 1585, 429]
heinemann-band: HEINEMANN — [1351, 1016, 1583, 1040]
benson-top: THE OLD PRICES. — [132, 539, 223, 552]
benson-address-2: and 25, OLD BOND STREET, W. — [101, 777, 254, 790]
shipowner-sub: SHIPOWNER'S £600,000 FORTUNE. — [848, 789, 1050, 804]
crow-and-pills-icon — [88, 889, 268, 969]
ourday-title: "OUR DAY." — [898, 58, 1000, 77]
column-rule — [328, 52, 329, 2248]
literary-supplement-ad — [1343, 1056, 1591, 1229]
seven-booklets-ad — [1343, 58, 1591, 528]
gardens-body: ▬▬▬ ▬▬▬▬ ▬▬ ▬▬▬▬▬ ▬▬▬ ▬▬▬▬ ▬▬ ▬▬▬▬ ▬▬▬▬▬▬ ▬▬ ▬▬▬ ▬▬▬▬▬ ▬▬▬▬ ▬▬ ▬▬▬▬ ▬▬▬▬▬ ▬▬▬ ▬▬▬▬ ▬▬▬▬▬▬ ▬▬ ▬▬▬▬ ▬▬▬ ▬▬▬▬▬ ▬▬ ▬▬▬▬ ▬▬▬▬▬ ▬▬▬ ▬▬▬▬ ▬▬ ▬▬▬▬ ▬▬▬▬▬ ▬▬ ▬▬▬▬ ▬▬▬ ▬▬▬▬▬ ▬▬▬▬ ▬▬ ▬▬▬▬▬ ▬▬▬ ▬▬▬▬ ▬▬▬▬▬▬ ▬▬ ▬▬▬ ▬▬▬▬ ▬▬▬▬▬ ▬▬ ▬▬▬▬ ▬▬▬ ▬▬▬▬▬ ▬▬▬▬▬ ▬▬ ▬▬▬▬ ▬▬▬ ▬▬▬▬ ▬▬ ▬▬▬▬▬ ▬▬▬ ▬▬▬▬ ▬▬ ▬▬▬▬ ▬▬▬▬▬▬ ▬▬ ▬▬▬ ▬▬▬▬▬ ▬▬▬▬ ▬▬ ▬▬▬▬ ▬▬▬▬▬ ▬▬▬ ▬▬▬▬ ▬▬▬▬▬▬ ▬▬ ▬▬▬▬ ▬▬▬ ▬▬▬▬▬ ▬▬ ▬▬▬▬ ▬▬▬▬▬ ▬▬▬ ▬▬▬▬ ▬▬ ▬▬▬▬ ▬▬▬▬▬ ▬▬ ▬▬▬▬ ▬▬▬ ▬▬▬▬▬ ▬▬▬▬ ▬▬ ▬▬▬▬▬ ▬▬▬ ▬▬▬▬ ▬▬▬▬▬▬ ▬▬ ▬▬▬ ▬▬▬▬ ▬▬▬▬▬ ▬▬ ▬▬▬▬ ▬▬▬ ▬▬▬▬▬ ▬▬▬▬▬ ▬▬ ▬▬▬▬ ▬▬▬ ▬▬▬▬ ▬▬ ▬▬▬▬▬ ▬▬▬ ▬▬▬▬ ▬▬ ▬▬▬▬ ▬▬▬▬▬▬ ▬▬ ▬▬▬ ▬▬▬▬▬ ▬▬▬▬ ▬▬ ▬▬▬▬ ▬▬▬▬▬ ▬▬▬ ▬▬▬▬ ▬▬▬▬▬▬ ▬▬ ▬▬▬▬ ▬▬▬ ▬▬▬▬▬ ▬▬ ▬▬▬▬ ▬▬▬▬▬ ▬▬▬ ▬▬▬▬ ▬▬ ▬▬▬▬ ▬▬▬▬▬ ▬▬ ▬▬▬▬ ▬▬▬ ▬▬▬▬▬ — [561, 228, 808, 547]
wedding-text: Twenty-three years ago yesterday the King and Queen were married at the Chapel Royal, St. James's Palace. — [826, 479, 1072, 504]
seven-quote-4: ▬▬▬ ▬▬▬▬ ▬▬ ▬▬▬▬▬ ▬▬▬ ▬▬▬▬ ▬▬ ▬▬▬▬ ▬▬▬▬▬▬ ▬▬ ▬▬▬ ▬▬▬▬▬ — [1349, 313, 1585, 350]
books-intro: The best books on the Navy, Naval warfare, history and biography will be found at The Times Book Club. Catalogues will be sent post free on request. — [36, 83, 319, 120]
wills-title: WILLS AND BEQUESTS. — [846, 763, 1052, 783]
ourday-text: The King and Queen with Queen Alexandra have given their patronage to the "Our Day" appeal of the British Red Cross Society and the Order of St. John. — [826, 117, 1072, 154]
manon-title: "MANON LESCAUT." — [860, 999, 1038, 1019]
column-rule — [552, 52, 553, 2248]
seven-title: Seven Little Booklets — [1354, 64, 1580, 93]
benson-name: J. W. BENSON'S — [67, 551, 288, 585]
marriage-heading: MARRIAGE. — [404, 718, 476, 733]
date-line: THE TIMES, FRIDAY, JULY 7, 1916. — [627, 12, 1000, 37]
war-sketches-title: "WAR SKETCHES IN FRANCE." — [868, 1239, 1030, 1254]
pavilion-heading: ROYAL PAVILION, ALDERSHOT CAMP, JULY 6. — [347, 167, 533, 196]
seven-sub: for Officers and others — [1391, 94, 1543, 111]
lit-text: is published every Thursday at one penny. The subscription rate is 6s. 6d. a year post free (8s. 8d. abroad), through any newsagent or from the Publisher, Printing House Square, London, E.C. — [1347, 1136, 1587, 1220]
divider — [826, 993, 1072, 994]
huth-title: THE HUTH SALE. — [609, 848, 760, 868]
ourday-body: ▬▬▬ ▬▬▬▬ ▬▬ ▬▬▬▬▬ ▬▬▬ ▬▬▬▬ ▬▬ ▬▬▬▬ ▬▬▬▬▬▬ ▬▬ ▬▬▬ ▬▬▬▬▬ ▬▬▬▬ ▬▬ ▬▬▬▬ ▬▬▬▬▬ ▬▬▬ ▬▬▬▬ ▬▬▬▬▬▬ ▬▬ ▬▬▬▬ ▬▬▬ ▬▬▬▬▬ ▬▬ ▬▬▬▬ ▬▬▬▬▬ ▬▬▬ ▬▬▬▬ ▬▬ ▬▬▬▬ ▬▬▬▬▬ ▬▬ ▬▬▬▬ ▬▬▬ ▬▬▬▬▬ ▬▬▬▬ ▬▬ ▬▬▬▬▬ ▬▬▬ ▬▬▬▬ ▬▬▬▬▬▬ ▬▬ ▬▬▬ ▬▬▬▬ ▬▬▬▬▬ ▬▬ ▬▬▬▬ ▬▬▬ ▬▬▬▬▬ ▬▬▬▬▬ ▬▬ ▬▬▬▬ ▬▬▬ ▬▬▬▬ ▬▬ ▬▬▬▬▬ ▬▬▬ ▬▬▬▬ ▬▬ ▬▬▬▬ ▬▬▬▬▬▬ ▬▬ ▬▬▬ ▬▬▬▬▬ ▬▬▬▬ ▬▬ ▬▬▬▬ ▬▬▬▬▬ ▬▬▬ ▬▬▬▬ ▬▬▬▬▬▬ ▬▬ ▬▬▬▬ ▬▬▬ ▬▬▬▬▬ ▬▬ ▬▬▬▬ ▬▬▬▬▬ ▬▬▬ ▬▬▬▬ ▬▬ ▬▬▬▬ ▬▬▬▬▬ ▬▬ ▬▬▬▬ ▬▬▬ ▬▬▬▬▬ ▬▬▬▬ ▬▬ ▬▬▬▬▬ ▬▬▬ ▬▬▬▬ ▬▬▬▬▬▬ ▬▬ ▬▬▬ ▬▬▬▬ ▬▬▬▬▬ ▬▬ ▬▬▬▬ ▬▬▬ ▬▬▬▬▬ ▬▬▬▬▬ ▬▬ ▬▬▬▬ — [826, 159, 1072, 401]
novel-author: By EFFIE CHAMBERLAYNE, — [1396, 720, 1538, 733]
womens-war-body: ▬▬▬ ▬▬▬▬▬ ▬▬ ▬▬▬▬ ▬▬▬ ▬▬▬▬▬ ▬▬▬▬ ▬▬ ▬▬▬▬▬ ▬▬▬ ▬▬▬▬ ▬▬▬▬▬▬ ▬▬ ▬▬▬ ▬▬▬▬ ▬▬▬▬▬ ▬▬ ▬▬▬▬ ▬▬▬ ▬▬▬▬▬ ▬▬▬▬▬ ▬▬ ▬▬▬▬ ▬▬▬ ▬▬▬▬▬▬ ▬▬ ▬▬▬▬ ▬▬▬▬▬ ▬▬▬ ▬▬▬▬ ▬▬ ▬▬▬▬▬ ▬▬▬ ▬▬▬▬ ▬▬▬ ▬▬▬▬▬ ▬▬ ▬▬▬▬ ▬▬▬ ▬▬▬▬▬ ▬▬▬▬ ▬▬ ▬▬▬▬▬ ▬▬▬ ▬▬▬▬ ▬▬▬▬▬▬ ▬▬ ▬▬▬ ▬▬▬▬ ▬▬▬▬▬ — [337, 950, 543, 1102]
cadet-body: ▬▬▬ ▬▬▬▬ ▬▬ ▬▬▬▬▬ ▬▬▬ ▬▬▬▬ ▬▬ ▬▬▬▬ ▬▬▬▬▬▬ ▬▬ ▬▬▬ ▬▬▬▬▬ ▬▬▬▬ ▬▬ ▬▬▬▬ ▬▬▬▬▬ ▬▬▬ ▬▬▬▬ ▬▬▬▬▬▬ ▬▬ ▬▬▬▬ ▬▬▬ ▬▬▬▬▬ ▬▬ ▬▬▬▬ ▬▬▬▬▬ ▬▬▬ ▬▬▬▬ ▬▬ ▬▬▬▬ ▬▬▬▬▬ ▬▬ ▬▬▬▬ ▬▬▬ ▬▬▬▬▬ ▬▬▬▬ ▬▬ ▬▬▬▬▬ — [826, 661, 1072, 749]
wingates-wife: WINGATE'S WIFE. — [1397, 749, 1537, 765]
gardens-title: GARDENS FOR LITTLE LONDONERS. — [585, 58, 784, 97]
seven-quote-6: ▬▬▬ ▬▬▬▬ ▬▬ ▬▬▬▬▬ ▬▬▬ ▬▬▬▬ ▬▬ ▬▬▬▬ ▬▬▬▬▬▬ ▬▬ ▬▬▬ ▬▬▬▬▬ — [1349, 429, 1585, 467]
